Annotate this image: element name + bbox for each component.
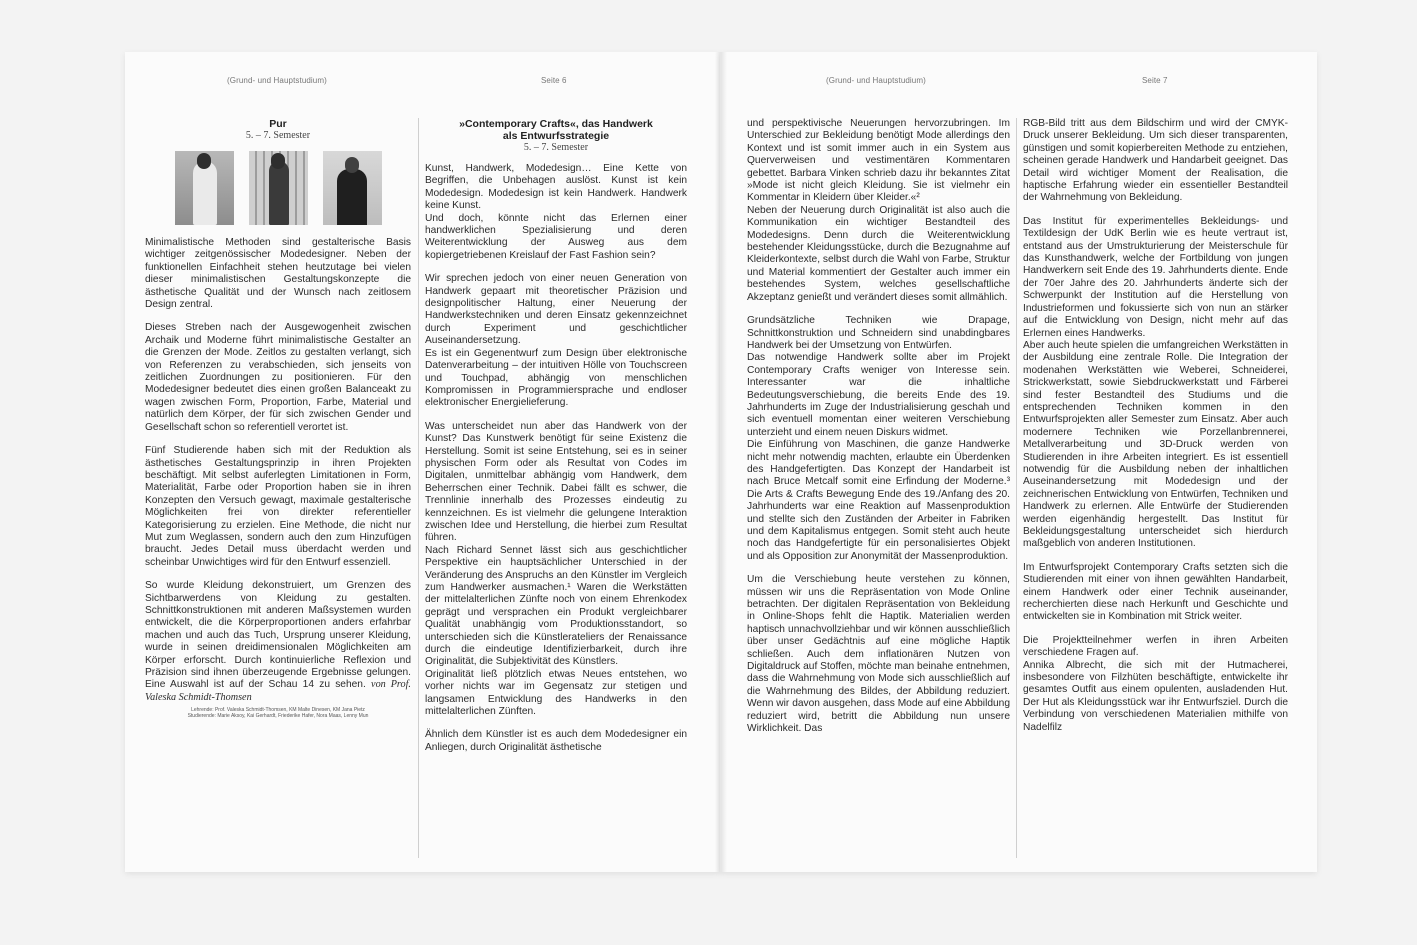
paragraph: Wir sprechen jedoch von einer neuen Generation von Handwerk gepaart mit theoretischer Präzision und designpolitischer Haltung, einer Neuerung der Handwerkstechniken und deren Einsatz gekennzeichnet durch Experiment und geschichtlicher Auseinandersetzung. Es ist ein Gegenentwurf zum Design über elektronische Datenverarbeitung – der intuitiven Hölle von Touchscreen und Touchpad, abhängig von menschlichen Kompromissen in Programmiersprache und endloser elektronischer Energielieferung.	[425, 273, 687, 409]
paragraph: Die Projektteilnehmer werfen in ihren Arbeiten verschiedene Fragen auf. Annika Albrecht, die sich mit der Hutmacherei, insbesondere von Filzhüten beschäftigte, entwickelte ihr gesamtes Outfit aus einem opulenten, ausladenden Hut. Der Hut als Kleidungsstück war ihr Entwurfsziel. Durch die Verbindung von verschiedenen Materialien mithilfe von Nadelfilz	[1023, 634, 1288, 733]
paragraph: Kunst, Handwerk, Modedesign… Eine Kette von Begriffen, die Unbehagen auslöst. Kunst ist kein Modedesign. Modedesign ist kein Handwerk. Handwerk keine Kunst. Und doch, könnte nicht das Erlernen einer handwerklichen Spezialisierung und deren Weiterentwicklung der Ausweg aus dem kopiergetriebenen Kreislauf der Fast Fashion sein?	[425, 163, 687, 261]
credits-students: Studierende: Marie Aksoy, Kai Gerhardt, Friederike Hafer, Nora Maas, Lenny Mun	[187, 713, 369, 720]
running-header-right: (Grund- und Hauptstudium)	[826, 76, 926, 85]
paragraph-text: So wurde Kleidung dekonstruiert, um Grenzen des Sichtbarwerdens von Kleidung zu gestalten. Schnittkonstruktionen mit anderen Maßsystemen wurden entwickelt, die die Körperproportionen anders erfahrbar machen und auch das Tuch, Ursprung unserer Kleidung, wurde in seinen dreidimensionalen Möglichkeiten am Körper erforscht. Durch kontinuierliche Reflexion und Präzision sind ihnen überzeugende Ergebnisse gelungen. Eine Auswahl ist auf der Schau 14 zu sehen.	[145, 580, 411, 691]
column-pur	[145, 118, 411, 719]
magazine-spread	[125, 52, 1317, 872]
photo-strip	[145, 151, 411, 225]
fashion-photo-2	[249, 151, 308, 225]
paragraph: Minimalistische Methoden sind gestalterische Basis wichtiger zeitgenössischer Modedesigner. Neben der funktionellen Einfachheit stehen heutzutage bei vielen dieser minimalistischen Gestaltungskonzepte die ästhetische Qualität und der Wunsch nach zeitlosem Design zentral.	[145, 237, 411, 311]
column-institute	[1023, 118, 1288, 745]
fashion-photo-1	[175, 151, 234, 225]
author-signature: von Prof. Valeska Schmidt-Thomsen	[145, 679, 411, 703]
article-title-pur: Pur	[269, 118, 287, 130]
paragraph: Ähnlich dem Künstler ist es auch dem Modedesigner ein Anliegen, durch Originalität ästhetische	[425, 729, 687, 753]
credits-teachers: Lehrende: Prof. Valeska Schmidt-Thomsen, KM Malte Dinesen, KM Jana Pietz	[191, 707, 365, 714]
paragraph: und perspektivische Neuerungen hervorzubringen. Im Unterschied zur Bekleidung benötigt Mode allerdings den Kontext und ist somit immer auch in ein System aus Querverweisen und vestimentären Kommentaren gebettet. Barbara Vinken schrieb dazu ihr bekanntes Zitat »Mode ist nicht gleich Kleidung. Sie ist vielmehr ein Kommentar in Kleidern über Kleider.«² Neben der Neuerung durch Originalität ist also auch die Kommunikation ein wichtiger Bestandteil des Modedesigns. Denn durch die Weiterentwicklung bestehender Kleidungsstücke, durch die Bezugnahme auf Kleiderkontexte, selbst durch die Wahl von Farbe, Struktur und Material kommentiert der Gestalter auch immer ein bestehendes System, welches gesellschaftliche Akzeptanz genießt und verändert dieses somit allmählich.	[747, 118, 1010, 303]
column-contemporary-crafts	[425, 118, 687, 765]
fashion-photo-3	[323, 151, 382, 225]
article-semester-crafts: 5. – 7. Semester	[523, 142, 589, 153]
paragraph: Grundsätzliche Techniken wie Drapage, Schnittkonstruktion und Schneidern sind unabdingbares Handwerk bei der Umsetzung von Entwürfen. Das notwendige Handwerk sollte aber im Projekt Contemporary Crafts weniger von Interesse sein. Interessanter war die inhaltliche Bedeutungsverschiebung, die bereits Ende des 19. Jahrhunderts im Zuge der Industrialisierung geschah und sich eventuell momentan einer weiteren Verschiebung unterzieht und einem neuen Diskurs widmet. Die Einführung von Maschinen, die ganze Handwerke nicht mehr notwendig machten, erlaubte ein Überdenken des Handgefertigten. Das Konzept der Handarbeit ist nach Bruce Metcalf somit eine Erfindung der Moderne.³ Die Arts & Crafts Bewegung Ende des 19./Anfang des 20. Jahrhunderts war eine Reaktion auf Massenproduktion und stellte sich den Zuständen der Arbeiter in Fabriken und dem Kapitalismus entgegen. Somit steht auch heute noch das Handgefertigte für ein personalisiertes Objekt und als Opposition zur Anonymität der Massenproduktion.	[747, 315, 1010, 562]
page-number-right: Seite 7	[1142, 76, 1168, 85]
running-header-left: (Grund- und Hauptstudium)	[227, 76, 327, 85]
paragraph: Dieses Streben nach der Ausgewogenheit zwischen Archaik und Moderne führt minimalistische Gestalter an die Grenzen der Mode. Zeitlos zu gestalten verlangt, sich von Referenzen zu verabschieden, sich jenseits von zeitlichen Zuordnungen zu positionieren. Für den Modedesigner bedeutet dies einen großen Balanceakt zu wagen zwischen Form, Proportion, Farbe, Material und natürlich dem Körper, der für sich zwischen Gender und Gesellschaft schon so referentiell verortet ist.	[145, 322, 411, 433]
paragraph: Fünf Studierende haben sich mit der Reduktion als ästhetisches Gestaltungsprinzip in ihren Projekten beschäftigt. Mit selbst auferlegten Limitationen in Form, Materialität, Farbe oder Proportion haben sie in ihren Konzepten den Versuch gewagt, maximale gestalterische Möglichkeiten frei von direkter referentieller Kategorisierung zu erzielen. Eine Methode, die nicht nur Mut zum Weglassen, sondern auch den zum Hinzufügen braucht. Jedes Detail muss überdacht werden und scheinbar Unwichtiges wird für den Entwurf essenziell.	[145, 445, 411, 568]
paragraph: Das Institut für experimentelles Bekleidungs- und Textildesign der UdK Berlin wie es heute vertraut ist, entstand aus der Umstrukturierung der Meisterschule für das Kunsthandwerk, welche der Fortbildung von jungen Handwerkern seit Ende des 19. Jahrhunderts diente. Ende der 70er Jahre des 20. Jahrhunderts änderte sich der Schwerpunkt der Institution auf die Herstellung von Industrieformen und fokussierte sich von nun an stärker auf die Entwicklung von Design, nicht mehr auf das Erlernen eines Handwerks. Aber auch heute spielen die umfangreichen Werkstätten in der Ausbildung eine zentrale Rolle. Die Integration der modenahen Werkstätten wie Weberei, Schneiderei, Strickwerkstatt, sowie Siebdruckwerkstatt und Färberei sind fester Bestandteil des Studiums und die entsprechenden Techniken kommen in den Entwurfsprojekten aller Semester zum Einsatz. Aber auch modernere Techniken wie Porzellanbrennerei, Metallverarbeitung und 3D-Druck werden von Studierenden in ihre Arbeiten integriert. Es ist essentiell notwendig für die Ausbildung neben der inhaltlichen Auseinandersetzung mit Modedesign und der zeichnerischen Entwicklung von Entwürfen, Techniken und Handwerk zu erlernen. Alle Entwürfe der Studierenden werden eigenhändig hergestellt. Das Institut für Bekleidungsgestaltung unterscheidet sich hierdurch maßgeblich von anderen Institutionen.	[1023, 215, 1288, 550]
column-divider	[1016, 118, 1017, 858]
paragraph-closing	[145, 580, 411, 704]
paragraph: Was unterscheidet nun aber das Handwerk von der Kunst? Das Kunstwerk benötigt für seine Existenz die Herstellung. Somit ist seine Entstehung, sei es in seiner physischen Form oder als Resultat von Codes im Digitalen, unmittelbar abhängig vom Handwerk, dem Beherrschen einer Technik. Dabei fällt es schwer, die Trennlinie innerhalb des Prozesses eindeutig zu kennzeichnen. Es ist vielmehr die gelungene Interaktion zwischen Idee und Herstellung, die hierbei zum Resultat führen. Nach Richard Sennet lässt sich aus geschichtlicher Perspektive ein hauptsächlicher Unterschied in der Veränderung des Anspruchs an den Künstler im Vergleich zum Handwerker ausmachen.¹ Waren die Werkstätten der mittelalterlichen Zünfte noch von einem Ehrenkodex geprägt und versprachen ein Produkt vergleichbarer Qualität unabhängig vom Produktionsstandort, so unterschieden sich die Künstlerateliers der Renaissance durch die eindeutige Identifizierbarkeit, durch ihre Originalität, die Subjektivität des Künstlers. Originalität ließ plötzlich etwas Neues entstehen, wo vorher nichts war im Gegensatz zur stetigen und langsamen Entwicklung des Handwerks in den mittelalterlichen Zünften.	[425, 420, 687, 718]
paragraph: RGB-Bild tritt aus dem Bildschirm und wird der CMYK-Druck unserer Bekleidung. Um sich dieser transparenten, günstigen und somit kopierbereiten Methode zu entziehen, scheinen gerade Handwerk und Handarbeit geeignet. Das Detail wird wichtiger Moment der Realisation, die haptische Erfahrung wieder ein essentieller Bestandteil der Wahrnehmung von Bekleidung.	[1023, 118, 1288, 204]
page-gutter	[715, 52, 727, 872]
paragraph: Um die Verschiebung heute verstehen zu können, müssen wir uns die Repräsentation von Mode Online betrachten. Der digitalen Repräsentation von Bekleidung in Online-Shops fehlt die Haptik. Materialien werden haptisch unnachvollziehbar und wir können ausschließlich über unser Gedächtnis auf eine mögliche Haptik schließen. Auch dem inflationären Nutzen von Digitaldruck auf Stoffen, möchte man beinahe entnehmen, dass die Wahrnehmung von Mode sich ausschließlich auf die Wahrnehmung des Bildes, der Abbildung reduziert. Wenn wir davon ausgehen, dass Mode auf eine Abbildung reduziert wird, betritt die Abbildung nun unsere Wirklichkeit. Das	[747, 574, 1010, 735]
paragraph: Im Entwurfsprojekt Contemporary Crafts setzten sich die Studierenden mit einer von ihnen gewählten Handarbeit, einem Handwerk oder einer Technik auseinander, recherchierten diese nach Herkunft und Geschichte und entwickelten sie in Kombination mit Strick weiter.	[1023, 561, 1288, 623]
left-page	[125, 52, 720, 872]
right-page	[720, 52, 1317, 872]
column-crafts-continued	[747, 118, 1010, 747]
page-number-left: Seite 6	[541, 76, 567, 85]
article-semester-pur: 5. – 7. Semester	[245, 130, 311, 141]
article-title-crafts: »Contemporary Crafts«, das Handwerk als Entwurfsstrategie	[459, 118, 653, 142]
column-divider	[418, 118, 419, 858]
